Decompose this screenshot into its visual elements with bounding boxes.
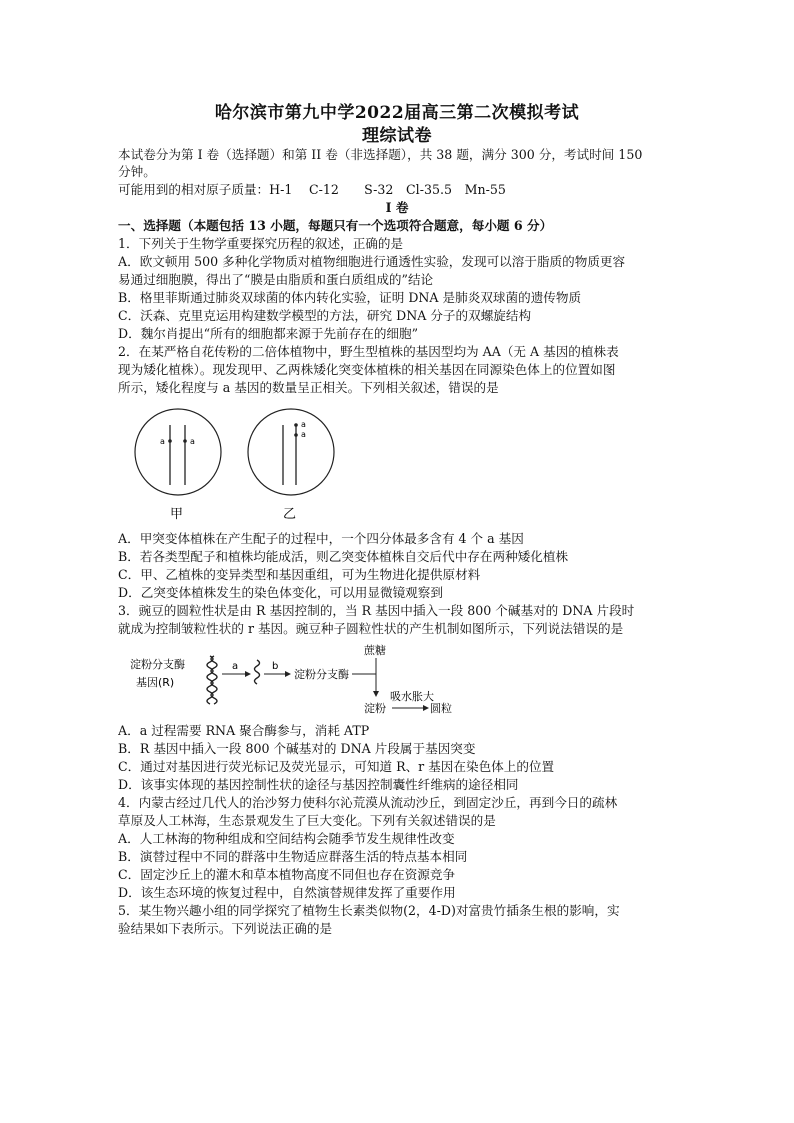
cell-yi-outline — [248, 409, 334, 495]
q4-option-b: B．演替过程中不同的群落中生物适应群落生活的特点基本相同 — [118, 849, 468, 864]
gene-label-2: 基因(R) — [136, 676, 175, 689]
q2-option-a: A．甲突变体植株在产生配子的过程中，一个四分体最多含有 4 个 a 基因 — [118, 531, 524, 546]
gene-locus-yi-upper — [294, 423, 298, 427]
section-heading: 一、选择题（本题包括 13 小题，每题只有一个选项符合题意，每小题 6 分） — [118, 218, 553, 233]
q4-option-a: A．人工林海的物种组成和空间结构会随季节发生规律性改变 — [118, 831, 455, 846]
q3-stem-1: 3．豌豆的圆粒性状是由 R 基因控制的，当 R 基因中插入一段 800 个碱基对的 DNA 片段时 — [118, 603, 635, 618]
gene-label-jia-left: a — [160, 437, 165, 446]
gene-label-yi-lower: a — [301, 430, 306, 439]
q4-option-d: D．该生态环境的恢复过程中，自然演替规律发挥了重要作用 — [118, 885, 456, 900]
q1-option-d: D．魏尔肖提出“所有的细胞都来源于先前存在的细胞” — [118, 326, 419, 341]
q1-stem: 1．下列关于生物学重要探究历程的叙述，正确的是 — [118, 236, 404, 251]
q4-option-c: C．固定沙丘上的灌木和草本植物高度不同但也存在资源竞争 — [118, 867, 456, 882]
gene-label-1: 淀粉分支酶 — [130, 658, 185, 671]
q2-option-d: D．乙突变体植株发生的染色体变化，可以用显微镜观察到 — [118, 585, 443, 600]
atomic-mass-line: 可能用到的相对原子质量：H-1 C-12 S-32 Cl-35.5 Mn-55 — [118, 182, 506, 197]
q1-option-b: B．格里菲斯通过肺炎双球菌的体内转化实验，证明 DNA 是肺炎双球菌的遗传物质 — [118, 290, 582, 305]
process-label-b: b — [272, 661, 279, 672]
q2-option-b: B．若各类型配子和植株均能成活，则乙突变体植株自交后代中存在两种矮化植株 — [118, 549, 569, 564]
sucrose-label: 蔗糖 — [364, 644, 386, 657]
round-label: 圆粒 — [430, 702, 452, 715]
gene-label-yi-upper: a — [301, 420, 306, 429]
process-label-a: a — [232, 661, 239, 672]
volume-label: I 卷 — [385, 200, 409, 215]
q1-option-a: A．欧文顿用 500 多种化学物质对植物细胞进行通透性实验，发现可以溶于脂质的物质更容 — [118, 254, 626, 269]
q3-stem-2: 就成为控制皱粒性状的 r 基因。豌豆种子圆粒性状的产生机制如图所示，下列说法错误的是 — [118, 621, 624, 636]
chromosome-figure — [130, 405, 350, 525]
starch-label: 淀粉 — [364, 702, 386, 715]
q2-stem-3: 所示，矮化程度与 a 基因的数量呈正相关。下列相关叙述，错误的是 — [118, 380, 499, 395]
q3-option-b: B．R 基因中插入一段 800 个碱基对的 DNA 片段属于基因突变 — [118, 741, 476, 756]
intro-line-1: 本试卷分为第 I 卷（选择题）和第 II 卷（非选择题），共 38 题，满分 300 分，考试时间 150 — [118, 147, 643, 162]
q3-option-a: A．a 过程需要 RNA 聚合酶参与，消耗 ATP — [118, 723, 370, 738]
cell-jia-outline — [135, 409, 221, 495]
label-yi: 乙 — [283, 507, 297, 522]
q3-option-c: C．通过对基因进行荧光标记及荧光显示，可知道 R、r 基因在染色体上的位置 — [118, 759, 555, 774]
gene-locus-yi-lower — [294, 433, 298, 437]
q1-option-c: C．沃森、克里克运用构建数学模型的方法，研究 DNA 分子的双螺旋结构 — [118, 308, 532, 323]
intro-line-2: 分钟。 — [118, 164, 156, 179]
q2-stem-2: 现为矮化植株）。现发现甲、乙两株矮化突变体植株的相关基因在同源染色体上的位置如图 — [118, 362, 616, 377]
q2-option-c: C．甲、乙植株的变异类型和基因重组，可为生物进化提供原材料 — [118, 567, 481, 582]
exam-subtitle: 理综试卷 — [362, 126, 432, 146]
label-jia: 甲 — [170, 507, 184, 522]
gene-locus-jia-right — [183, 439, 187, 443]
q5-stem-1: 5．某生物兴趣小组的同学探究了植物生长素类似物(2，4-D)对富贵竹插条生根的影响，实 — [118, 903, 620, 918]
q5-stem-2: 验结果如下表所示。下列说法正确的是 — [118, 921, 333, 936]
q4-stem-2: 草原及人工林海，生态景观发生了巨大变化。下列有关叙述错误的是 — [118, 813, 496, 828]
gene-locus-jia-left — [168, 439, 172, 443]
dna-helix-strand-2 — [211, 656, 217, 704]
exam-title: 哈尔滨市第九中学2022届高三第二次模拟考试 — [214, 103, 580, 123]
q1-option-a-cont: 易通过细胞膜，得出了“膜是由脂质和蛋白质组成的”结论 — [118, 272, 434, 287]
mrna-strand — [255, 660, 260, 684]
gene-label-jia-right: a — [190, 437, 195, 446]
q3-option-d: D．该事实体现的基因控制性状的途径与基因控制囊性纤维病的途径相同 — [118, 777, 519, 792]
absorb-label: 吸水胀大 — [390, 690, 434, 703]
q4-stem-1: 4．内蒙古经过几代人的治沙努力使科尔沁荒漠从流动沙丘，到固定沙丘，再到今日的疏林 — [118, 795, 618, 810]
starch-mechanism-figure — [128, 642, 508, 720]
enzyme-label: 淀粉分支酶 — [294, 668, 349, 681]
q2-stem-1: 2．在某严格自花传粉的二倍体植物中，野生型植株的基因型均为 AA（无 A 基因的植株表 — [118, 344, 619, 359]
